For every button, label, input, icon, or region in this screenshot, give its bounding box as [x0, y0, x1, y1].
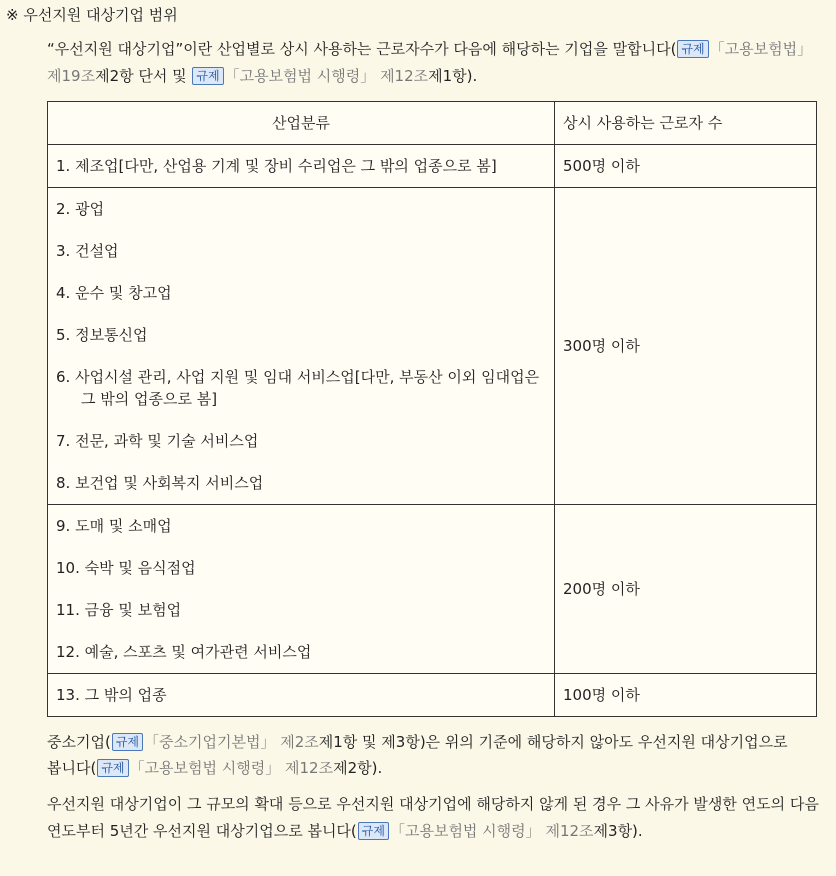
employee-count-cell: 100명 이하: [555, 673, 817, 716]
regulation-badge[interactable]: 규제: [97, 759, 128, 777]
industry-cell: [48, 504, 555, 673]
article-link[interactable]: 제12조: [285, 759, 334, 777]
industry-item: 2. 광업: [56, 199, 105, 218]
industry-item: 8. 보건업 및 사회복지 서비스업: [56, 473, 264, 492]
law-link[interactable]: 「고용보험법 시행령」: [224, 66, 376, 85]
table-row: [48, 504, 817, 673]
industry-item: 3. 건설업: [56, 241, 119, 260]
industry-item: 5. 정보통신업: [56, 325, 148, 344]
intro-paragraph: [47, 36, 830, 89]
article-link[interactable]: 제19조: [47, 66, 96, 85]
regulation-badge[interactable]: 규제: [112, 733, 143, 751]
article-text: 제1항).: [428, 66, 478, 85]
regulation-badge[interactable]: 규제: [192, 67, 223, 85]
industry-item: 11. 금융 및 보험업: [56, 600, 182, 619]
term-quote: “우선지원 대상기업”: [47, 40, 184, 59]
grace-period-paragraph: [47, 791, 830, 844]
industry-cell: [48, 187, 555, 504]
industry-cell: 1. 제조업[다만, 산업용 기계 및 장비 수리업은 그 밖의 업종으로 봄]: [48, 144, 555, 187]
regulation-badge[interactable]: 규제: [677, 40, 708, 58]
article-text: 제1항 및 제3항)은 위의 기준에 해당하지 않아도 우선지원 대상기업으로 봅니다(: [47, 732, 788, 777]
law-link[interactable]: 「고용보험법」: [709, 40, 813, 59]
article-text: 제2항 단서 및: [95, 66, 187, 85]
industry-item: 12. 예술, 스포츠 및 여가관련 서비스업: [56, 642, 312, 661]
industry-item: 4. 운수 및 창고업: [56, 283, 172, 302]
col-header-employees: 상시 사용하는 근로자 수: [555, 101, 817, 144]
employee-count-cell: 500명 이하: [555, 144, 817, 187]
industry-cell: 13. 그 밖의 업종: [48, 673, 555, 716]
law-link[interactable]: 「고용보험법 시행령」: [129, 759, 281, 777]
para-text: 중소기업(: [47, 732, 111, 751]
regulation-badge[interactable]: 규제: [358, 822, 389, 840]
article-link[interactable]: 제12조: [545, 821, 594, 840]
industry-item: 7. 전문, 과학 및 기술 서비스업: [56, 431, 259, 450]
table-header-row: [48, 101, 817, 144]
section-heading: ※ 우선지원 대상기업 범위: [6, 6, 178, 24]
employee-count-cell: 200명 이하: [555, 504, 817, 673]
article-link[interactable]: 제2조: [280, 732, 319, 751]
law-link[interactable]: 「중소기업기본법」: [144, 732, 276, 751]
col-header-industry: 산업분류: [48, 101, 555, 144]
intro-text: 이란 산업별로 상시 사용하는 근로자수가 다음에 해당하는 기업을 말합니다(: [183, 40, 677, 59]
table-row: [48, 673, 817, 716]
employee-count-cell: 300명 이하: [555, 187, 817, 504]
para-text: 우선지원 대상기업이 그 규모의 확대 등으로 우선지원 대상기업에 해당하지 않게 된 경우 그 사유가 발생한 연도의 다음 연도부터 5년간 우선지원 대상기업으로 봅니다(: [47, 795, 819, 840]
industry-item: 9. 도매 및 소매업: [56, 516, 172, 535]
industry-item: 6. 사업시설 관리, 사업 지원 및 임대 서비스업[다만, 부동산 이외 임대업은 그 밖의 업종으로 봄]: [56, 367, 540, 408]
table-row: [48, 187, 817, 504]
article-link[interactable]: 제12조: [380, 66, 429, 85]
table-row: [48, 144, 817, 187]
article-text: 제2항).: [333, 759, 383, 777]
industry-item: 10. 숙박 및 음식점업: [56, 558, 196, 577]
article-text: 제3항).: [593, 821, 643, 840]
industry-table: [47, 101, 817, 717]
sme-paragraph: [47, 729, 830, 782]
law-link[interactable]: 「고용보험법 시행령」: [389, 821, 541, 840]
